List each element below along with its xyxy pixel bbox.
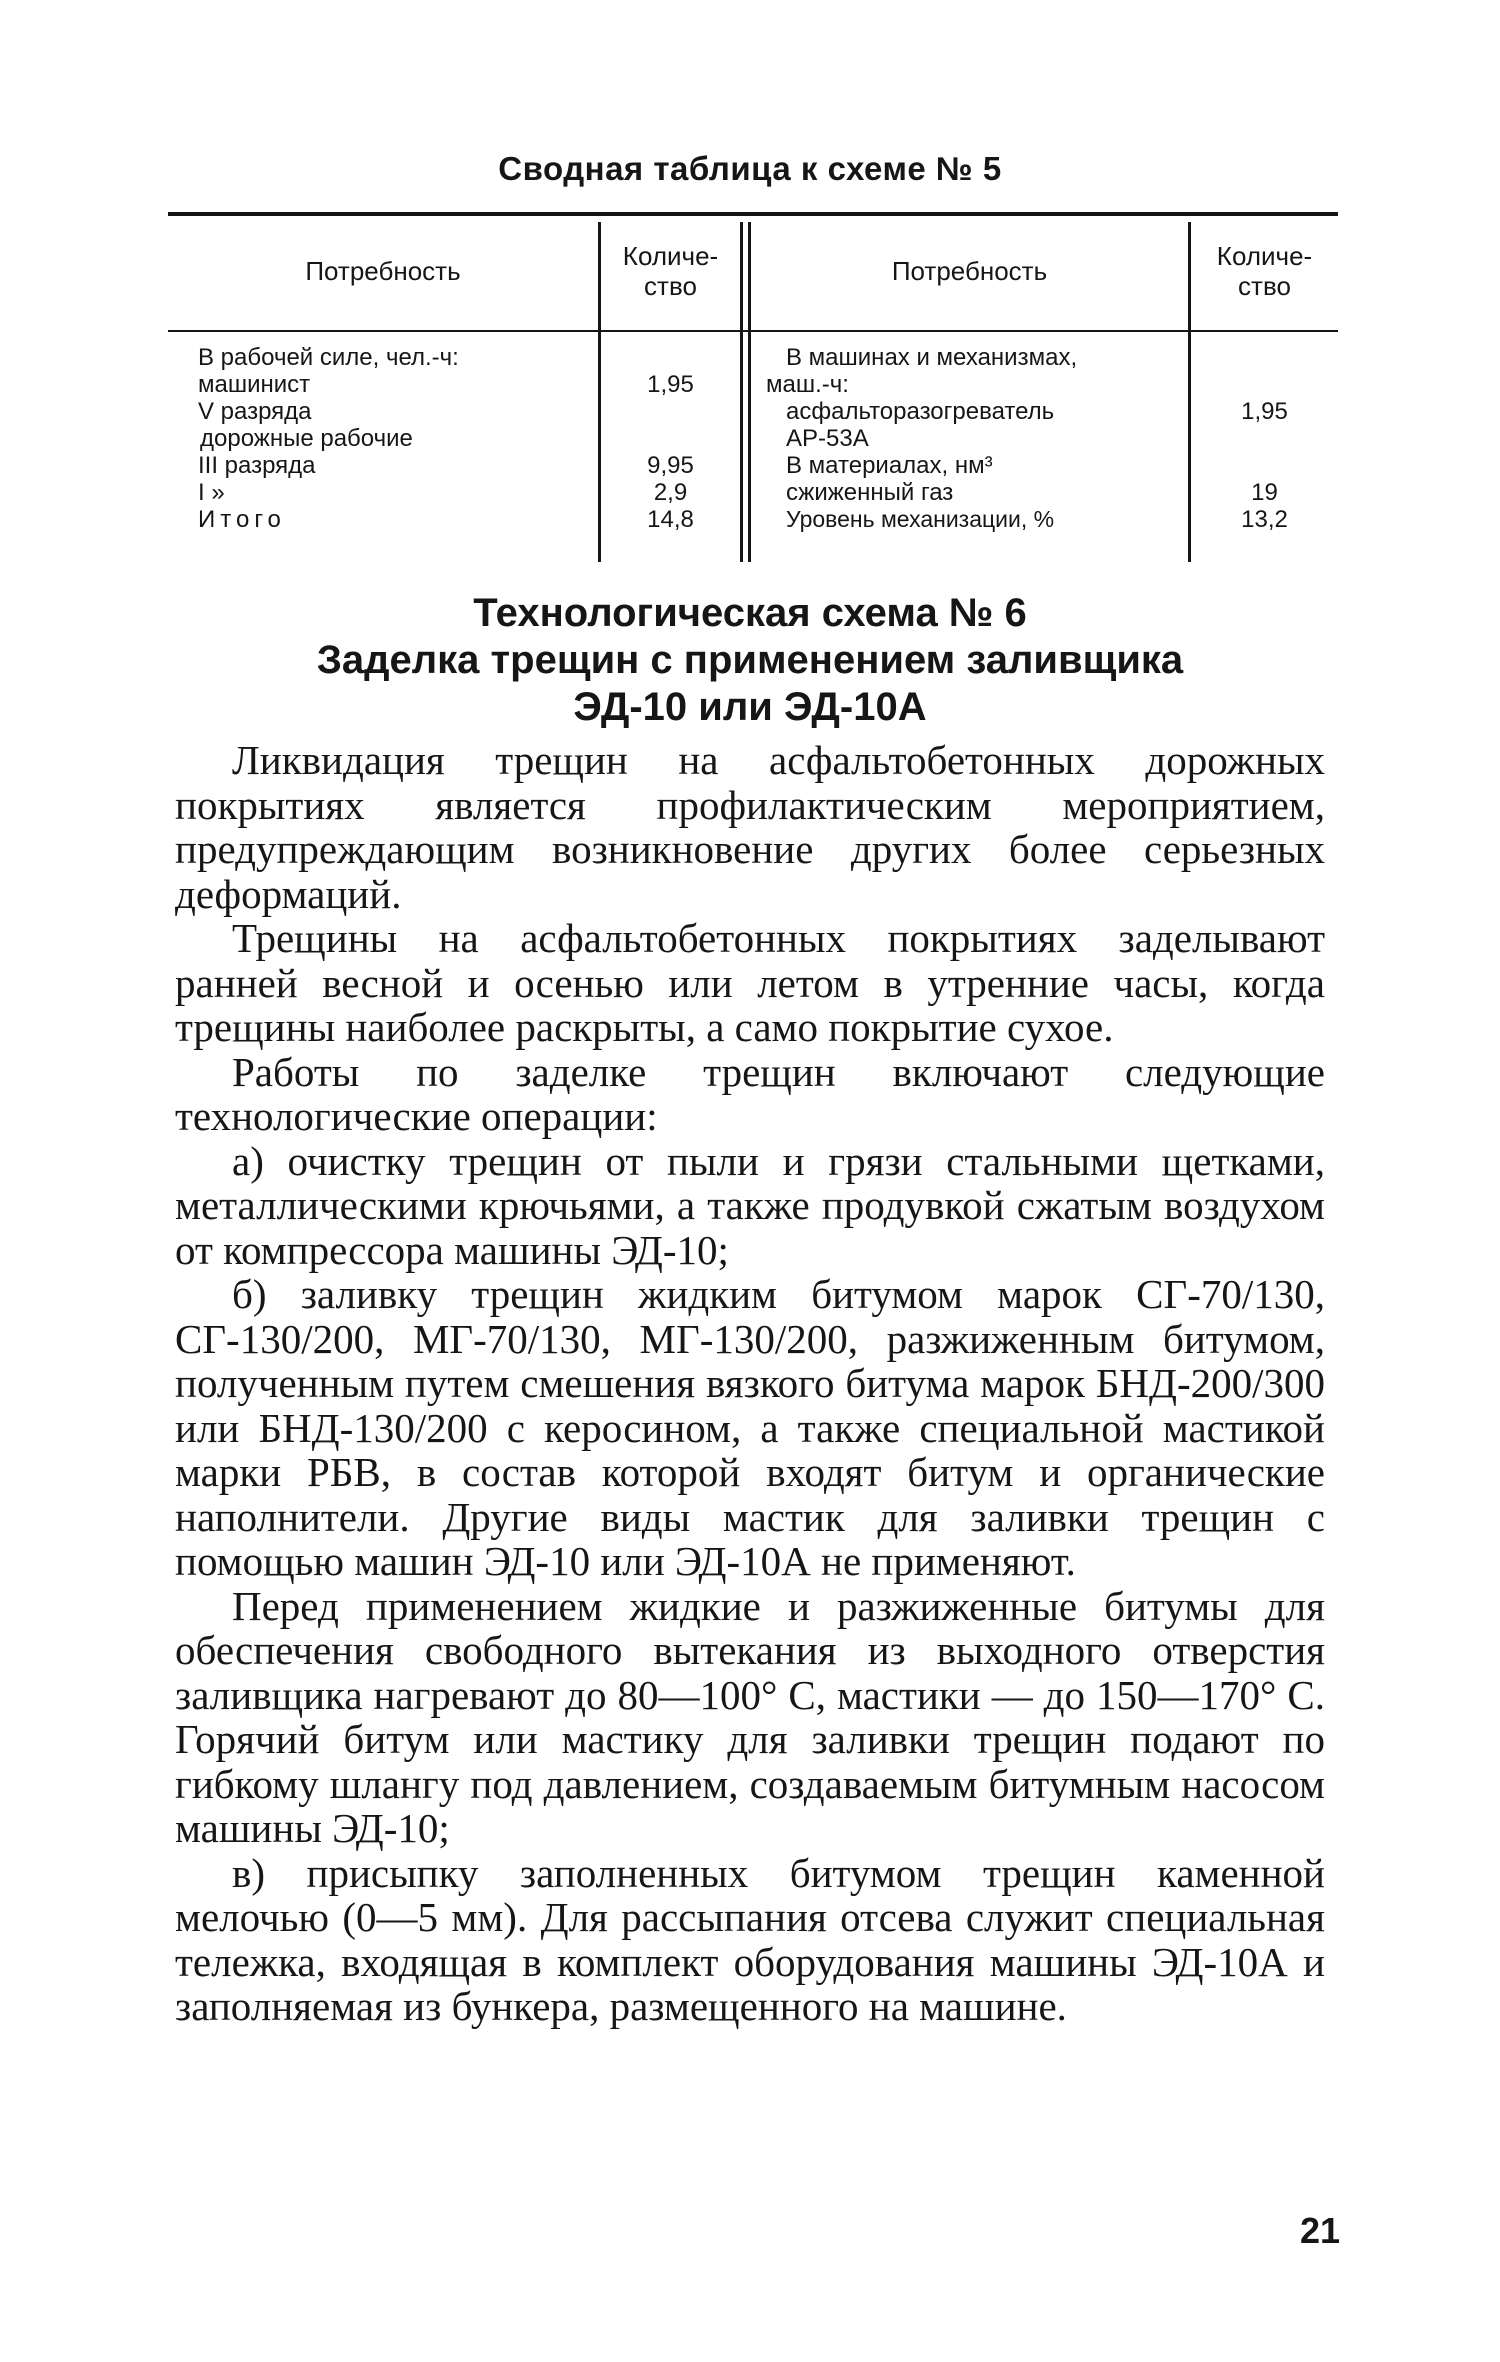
scheme-subtitle: Заделка трещин с применением заливщика xyxy=(316,638,1184,682)
header-qty-left xyxy=(601,212,740,330)
table-cell: III разряда xyxy=(198,452,316,479)
paragraph: Перед применением жидкие и разжиженные битумы для обеспечения свободного вытекания из выходного отверстия заливщика нагревают до 80—100° С, мастики — до 150—170° С. Горячий битум или мастику для заливки трещин подают по гибкому шлангу под давлением, создаваемым битумным насосом машины ЭД-10; xyxy=(175,1582,1325,1851)
table-cell: Уровень механизации, % xyxy=(786,506,1055,532)
scheme-subtitle-models: ЭД-10 или ЭД-10А xyxy=(573,685,927,729)
table-cell xyxy=(1191,452,1338,479)
table-header-rule xyxy=(168,330,1338,332)
table-cell: сжиженный газ xyxy=(786,479,954,506)
right-labels xyxy=(766,344,1186,533)
paragraph: а) очистку трещин от пыли и грязи стальными щетками, металлическими крючьями, а также продувкой сжатым воздухом от компрессора машины ЭД-10; xyxy=(175,1137,1325,1273)
table-cell xyxy=(601,398,740,425)
table-cell: 1,95 xyxy=(647,371,694,398)
table-cell: 19 xyxy=(1251,479,1278,506)
page-number: 21 xyxy=(1300,2210,1341,2251)
table-cell: В рабочей силе, чел.-ч: xyxy=(198,344,459,371)
summary-table xyxy=(168,212,1338,562)
header-need-left: Потребность xyxy=(305,256,461,286)
table-cell: машинист xyxy=(198,371,311,398)
table-cell: 1,95 xyxy=(1241,398,1288,425)
left-labels xyxy=(198,344,593,533)
table-cell: 13,2 xyxy=(1241,506,1288,533)
table-cell: I » xyxy=(198,479,225,506)
paragraph: Ликвидация трещин на асфальтобетонных дорожных покрытиях является профилактическим мероприятием, предупреждающим возникновение других более серьезных деформаций. xyxy=(175,737,1325,917)
table-cell: 2,9 xyxy=(653,479,688,506)
header-qty-right-text: Количе-ство xyxy=(1216,241,1313,301)
table-title: Сводная таблица к схеме № 5 xyxy=(498,150,1002,187)
right-values xyxy=(1191,344,1338,533)
table-cell xyxy=(1191,344,1338,371)
table-cell: 14,8 xyxy=(647,506,694,533)
paragraph: Трещины на асфальтобетонных покрытиях заделывают ранней весной и осенью или летом в утренние часы, когда трещины наиболее раскрыты, а само покрытие сухое. xyxy=(175,915,1325,1050)
table-cell xyxy=(601,425,740,452)
table-cell: маш.-ч: xyxy=(766,371,849,398)
header-qty-left-text: Количе-ство xyxy=(622,241,719,301)
table-cell: дорожные рабочие xyxy=(200,425,413,452)
table-divider xyxy=(740,222,743,562)
table-cell: АР-53А xyxy=(786,425,869,452)
table-cell: В материалах, нм³ xyxy=(786,452,993,479)
paragraph: б) заливку трещин жидким битумом марок СГ-70/130, СГ-130/200, МГ-70/130, МГ-130/200, разжиженным битумом, полученным путем смешения вязкого битума марок БНД-200/300 или БНД-130/200 с керосином, а также специальной мастикой марки РБВ, в состав которой входят битум и органические наполнители. Другие виды мастик для заливки трещин с помощью машин ЭД-10 или ЭД-10А не применяют. xyxy=(175,1271,1325,1584)
header-qty-right xyxy=(1191,212,1338,330)
scheme-title: Технологическая схема № 6 xyxy=(473,591,1027,635)
table-cell: асфальторазогреватель xyxy=(786,398,1055,425)
body-text xyxy=(175,738,1325,2029)
paragraph: в) присыпку заполненных битумом трещин каменной мелочью (0—5 мм). Для рассыпания отсева служит специальная тележка, входящая в комплект оборудования машины ЭД-10А и заполняемая из бункера, размещенного на машине. xyxy=(175,1849,1325,2029)
table-cell xyxy=(601,344,740,371)
header-need-right: Потребность xyxy=(891,256,1048,286)
paragraph: Работы по заделке трещин включают следующие технологические операции: xyxy=(175,1048,1325,1139)
table-cell xyxy=(1191,371,1338,398)
table-cell xyxy=(1191,425,1338,452)
table-cell: Итого xyxy=(198,506,286,533)
table-cell: V разряда xyxy=(198,398,312,425)
table-cell: В машинах и механизмах, xyxy=(786,344,1078,371)
table-cell: 9,95 xyxy=(647,452,694,479)
left-values xyxy=(601,344,740,533)
